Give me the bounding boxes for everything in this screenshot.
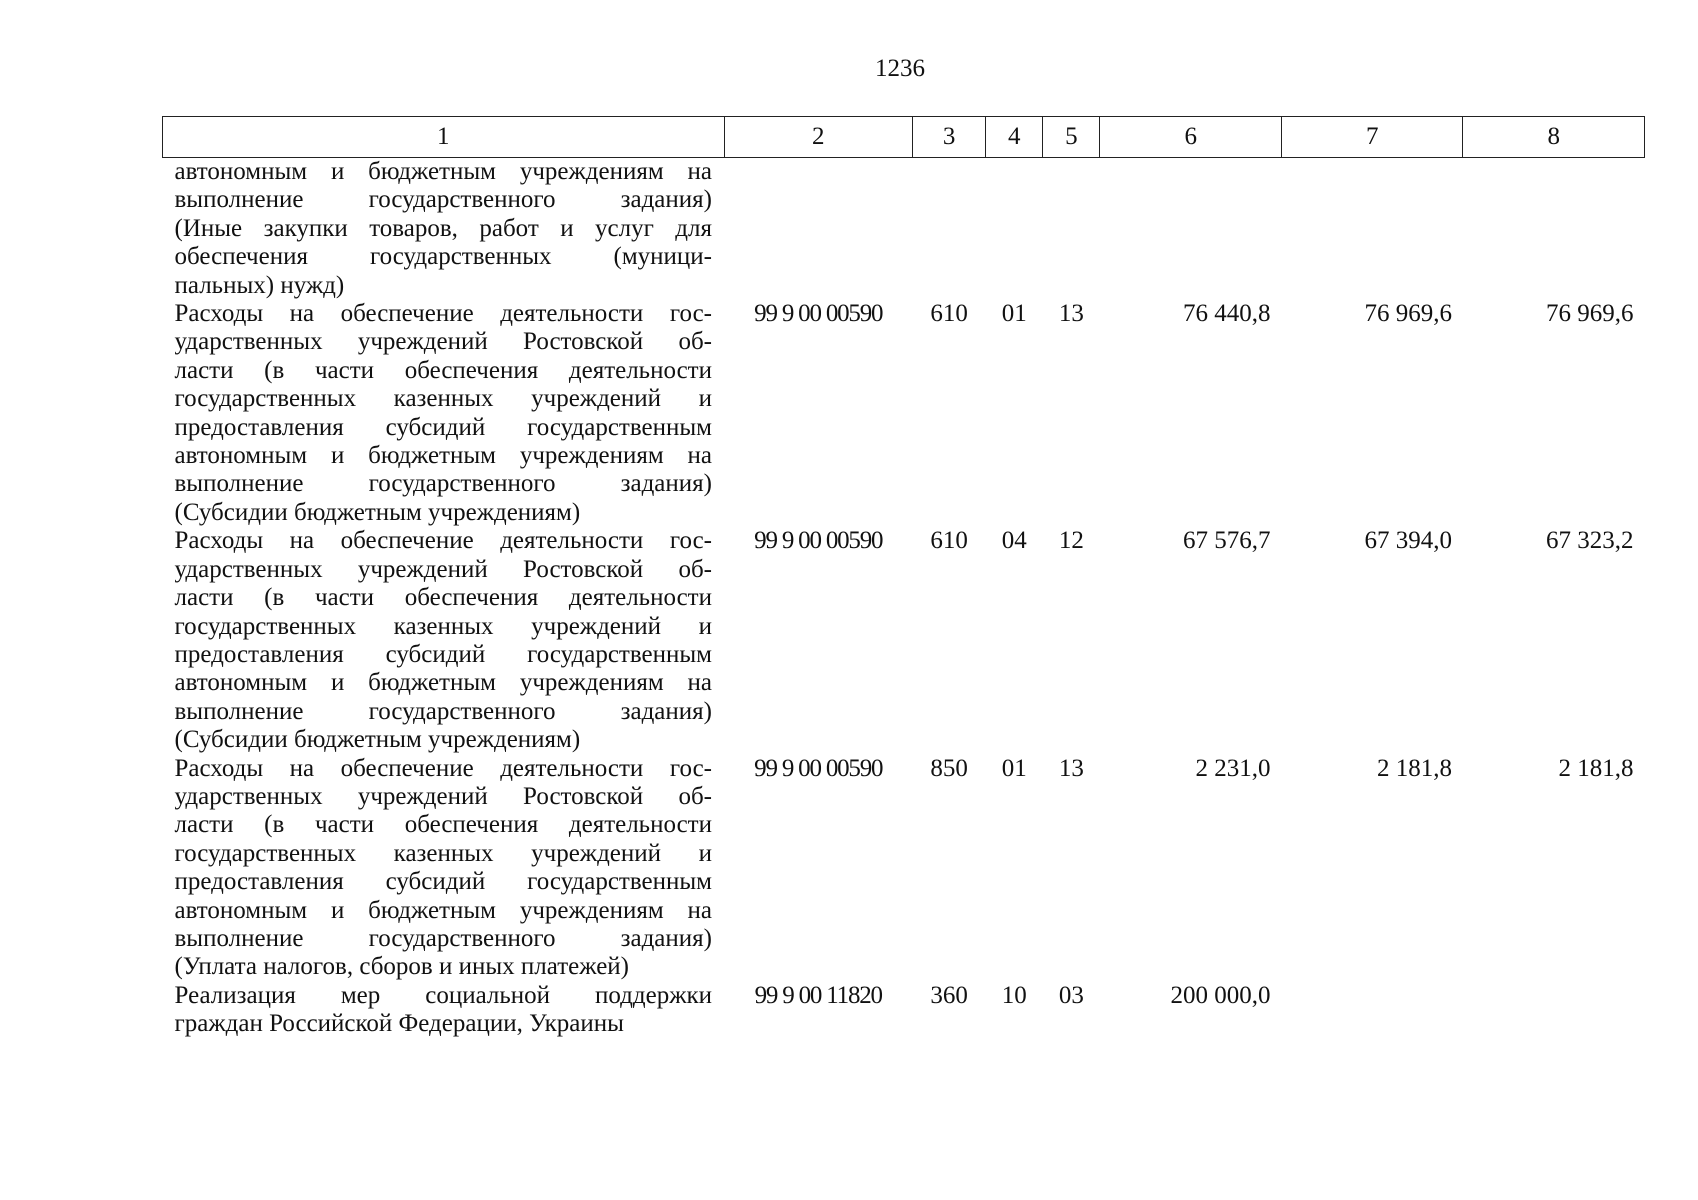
- expense-type-code: 610: [930, 527, 968, 555]
- amount-column-8: 76 969,6: [1546, 300, 1634, 328]
- description-line: ударственных учреждений Ростовской об-: [174, 555, 712, 583]
- description-line: ударственных учреждений Ростовской об-: [174, 328, 712, 356]
- column-header-3: 3: [913, 117, 986, 158]
- amount-column-6: [1100, 158, 1281, 301]
- target-article-code: 99 9 00 11820: [754, 981, 882, 1009]
- target-article-code: 99 9 00 00590: [754, 527, 883, 555]
- amount-column-7: 2 181,8: [1376, 754, 1452, 782]
- description-line: ласти (в части обеспечения деятельности: [174, 811, 712, 839]
- section-code: 01: [1001, 300, 1027, 328]
- section-code: 10: [1001, 981, 1027, 1009]
- amount-column-6: 76 440,8: [1182, 300, 1271, 328]
- page-number: 1236: [875, 55, 925, 82]
- expense-description: [163, 982, 725, 1039]
- description-line: (Иные закупки товаров, работ и услуг для: [174, 214, 712, 242]
- amount-column-7: [1281, 982, 1462, 1039]
- expense-description: [163, 755, 725, 982]
- description-line: граждан Российской Федерации, Украины: [174, 1010, 624, 1038]
- description-line: Расходы на обеспечение деятельности гос-: [174, 527, 712, 555]
- description-line: выполнение государственного задания): [174, 470, 712, 498]
- amount-column-6: 67 576,7: [1182, 527, 1271, 555]
- subsection-code: 03: [1058, 981, 1084, 1009]
- subsection-code: [1043, 158, 1100, 301]
- table-row: [163, 982, 1645, 1039]
- subsection-code: 12: [1058, 527, 1084, 555]
- table-row: [163, 158, 1645, 301]
- expense-description: [163, 527, 725, 754]
- target-article-code: [724, 158, 913, 301]
- budget-table: [162, 116, 1645, 1039]
- description-line: обеспечения государственных (муници-: [174, 243, 712, 271]
- description-line: ласти (в части обеспечения деятельности: [174, 584, 712, 612]
- amount-column-7: [1281, 158, 1462, 301]
- description-line: автономным и бюджетным учреждениям на: [174, 896, 712, 924]
- column-header-7: 7: [1281, 117, 1462, 158]
- description-line: Расходы на обеспечение деятельности гос-: [174, 300, 712, 328]
- table-row: [163, 527, 1645, 754]
- column-header-4: 4: [986, 117, 1043, 158]
- expense-description: [163, 158, 725, 301]
- amount-column-7: 67 394,0: [1364, 527, 1452, 555]
- description-line: ударственных учреждений Ростовской об-: [174, 782, 712, 810]
- amount-column-8: [1463, 158, 1645, 301]
- description-line: автономным и бюджетным учреждениям на: [174, 442, 712, 470]
- description-line: (Уплата налогов, сборов и иных платежей): [174, 953, 629, 981]
- amount-column-8: [1463, 982, 1645, 1039]
- column-header-2: 2: [724, 117, 913, 158]
- expense-type-code: 850: [930, 754, 968, 782]
- table-row: [163, 755, 1645, 982]
- section-code: 01: [1001, 754, 1027, 782]
- expense-type-code: 360: [930, 981, 968, 1009]
- description-line: выполнение государственного задания): [174, 186, 712, 214]
- header-row: [163, 117, 1645, 158]
- amount-column-6: 200 000,0: [1170, 981, 1271, 1009]
- description-line: (Субсидии бюджетным учреждениям): [174, 726, 581, 754]
- expense-type-code: 610: [930, 300, 968, 328]
- description-line: автономным и бюджетным учреждениям на: [174, 158, 712, 185]
- description-line: ласти (в части обеспечения деятельности: [174, 356, 712, 384]
- description-line: пальных) нужд): [174, 271, 345, 299]
- target-article-code: 99 9 00 00590: [754, 300, 883, 328]
- expense-type-code: [913, 158, 986, 301]
- amount-column-6: 2 231,0: [1195, 754, 1271, 782]
- amount-column-8: 2 181,8: [1558, 754, 1634, 782]
- target-article-code: 99 9 00 00590: [754, 754, 883, 782]
- description-line: (Субсидии бюджетным учреждениям): [174, 498, 581, 526]
- subsection-code: 13: [1058, 754, 1084, 782]
- subsection-code: 13: [1058, 300, 1084, 328]
- description-line: государственных казенных учреждений и: [174, 839, 712, 867]
- section-code: 04: [1001, 527, 1027, 555]
- column-header-1: 1: [163, 117, 725, 158]
- description-line: Реализация мер социальной поддержки: [174, 981, 712, 1009]
- amount-column-7: 76 969,6: [1364, 300, 1452, 328]
- description-line: Расходы на обеспечение деятельности гос-: [174, 754, 712, 782]
- description-line: государственных казенных учреждений и: [174, 385, 712, 413]
- description-line: выполнение государственного задания): [174, 924, 712, 952]
- table-body: [163, 158, 1645, 1039]
- column-header-8: 8: [1463, 117, 1645, 158]
- amount-column-8: 67 323,2: [1546, 527, 1634, 555]
- description-line: предоставления субсидий государственным: [174, 640, 712, 668]
- expense-description: [163, 300, 725, 527]
- description-line: выполнение государственного задания): [174, 697, 712, 725]
- description-line: государственных казенных учреждений и: [174, 612, 712, 640]
- description-line: предоставления субсидий государственным: [174, 413, 712, 441]
- table-row: [163, 300, 1645, 527]
- column-header-5: 5: [1043, 117, 1100, 158]
- column-header-6: 6: [1100, 117, 1281, 158]
- description-line: предоставления субсидий государственным: [174, 868, 712, 896]
- description-line: автономным и бюджетным учреждениям на: [174, 669, 712, 697]
- section-code: [986, 158, 1043, 301]
